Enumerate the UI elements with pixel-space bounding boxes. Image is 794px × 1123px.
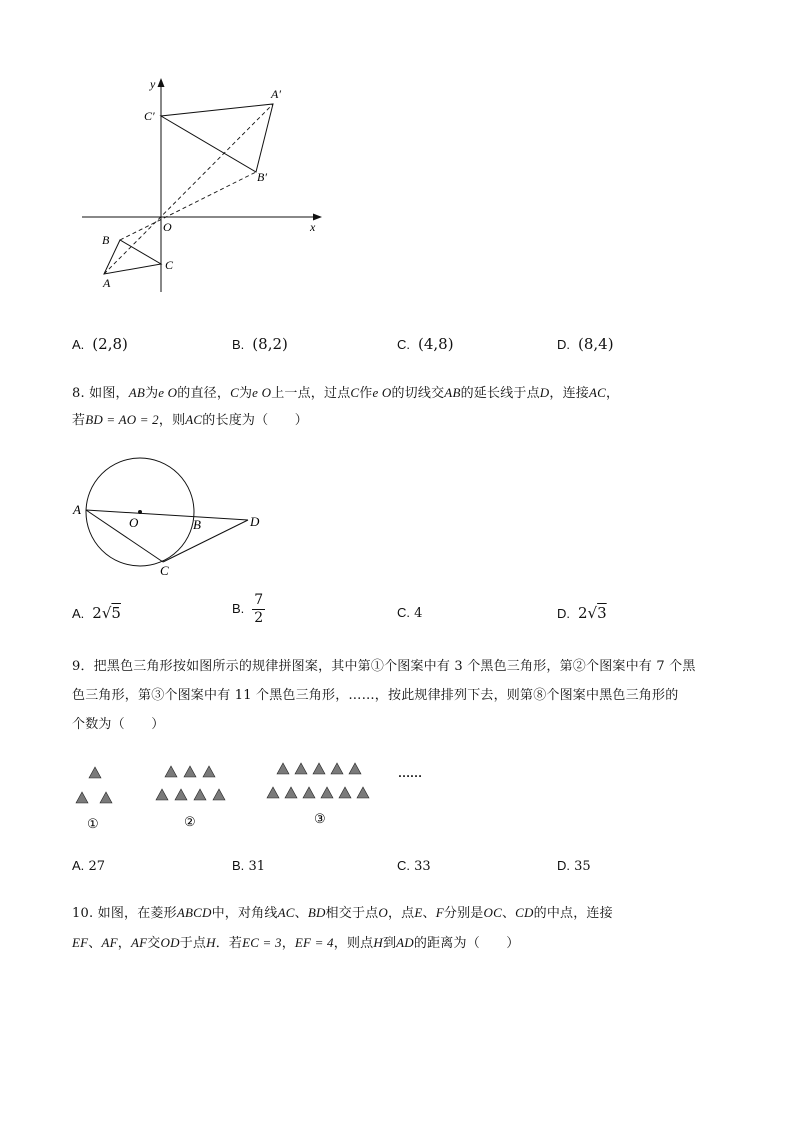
line-a-to-c — [86, 510, 163, 562]
y-axis-label: y — [150, 77, 156, 91]
q7-option-b: B. (8,2) — [232, 335, 288, 353]
label-b: B — [102, 233, 110, 247]
q9-option-d: D. 35 — [557, 858, 591, 874]
label-c-prime: C′ — [144, 109, 155, 123]
tangent-c-to-d — [163, 520, 248, 562]
black-triangle-icon — [277, 763, 289, 774]
black-triangle-icon — [339, 787, 351, 798]
black-triangle-icon — [285, 787, 297, 798]
q8-option-d: D. 2√3 — [557, 604, 607, 622]
black-triangle-icon — [331, 763, 343, 774]
dashed-b-to-b-prime — [120, 172, 256, 240]
label-a: A — [73, 502, 81, 517]
black-triangle-icon — [321, 787, 333, 798]
black-triangle-icon — [203, 766, 215, 777]
q10-line-2: EF、AF，AF交OD于点H．若EC = 3，EF = 4，则点H到AD的距离为（ ） — [72, 935, 520, 951]
black-triangle-icon — [165, 766, 177, 777]
q10-question-text — [72, 898, 732, 958]
q8-option-a: A. 2√5 — [72, 604, 121, 622]
q7-option-d: D. (8,4) — [557, 335, 614, 353]
label-b-prime: B′ — [257, 170, 267, 184]
fraction: $\frac{7}{2}$ — [254, 592, 264, 626]
origin-label: O — [163, 220, 172, 234]
black-triangle-icon — [76, 792, 88, 803]
y-axis-arrow-icon — [158, 78, 165, 87]
ellipsis: …… — [398, 766, 422, 780]
black-triangle-icon — [295, 763, 307, 774]
black-triangle-icon — [303, 787, 315, 798]
black-triangle-icon — [313, 763, 325, 774]
label-a-prime: A′ — [271, 87, 281, 101]
q9-option-c: C. 33 — [397, 858, 431, 874]
triangle-a-prime-b-prime-c-prime — [161, 104, 273, 172]
center-point-o — [138, 510, 142, 514]
label-o: O — [129, 515, 139, 530]
q9-triangle-patterns — [70, 762, 430, 834]
black-triangle-icon — [156, 789, 168, 800]
q7-coordinate-figure — [70, 70, 340, 300]
black-triangle-icon — [349, 763, 361, 774]
q9-option-b: B. 31 — [232, 858, 265, 874]
black-triangle-icon — [184, 766, 196, 777]
q8-option-c: C. 4 — [397, 605, 423, 621]
label-c: C — [160, 563, 169, 578]
q9-line-2: 色三角形，第③个图案中有 11 个黑色三角形，……，按此规律排列下去，则第⑧个图案中黑色三角形的 — [72, 688, 679, 703]
pattern-label-1: ① — [87, 816, 99, 831]
line-a-to-d — [86, 510, 248, 520]
label-b: B — [193, 517, 201, 532]
q9-question-text — [72, 652, 732, 739]
q7-option-c: C. (4,8) — [397, 335, 454, 353]
pattern-label-3: ③ — [314, 811, 326, 826]
label-c: C — [165, 258, 174, 272]
q8-option-b: B. $\frac{7}{2}$ — [232, 592, 264, 626]
x-axis-label: x — [310, 220, 316, 234]
black-triangle-icon — [267, 787, 279, 798]
black-triangle-icon — [175, 789, 187, 800]
triangle-abc — [104, 240, 161, 274]
q9-line-1: 9．把黑色三角形按如图所示的规律拼图案，其中第①个图案中有 3 个黑色三角形，第②个图案中有 7 个黑 — [72, 659, 696, 674]
q9-option-a: A. 27 — [72, 858, 105, 874]
q10-line-1: 10. 如图，在菱形ABCD中，对角线AC、BD相交于点O，点E、F分别是OC、CD的中点，连接 — [72, 905, 613, 921]
label-a: A — [103, 276, 111, 290]
q8-circle-figure — [70, 452, 270, 582]
label-d: D — [250, 514, 260, 529]
dashed-a-to-a-prime — [104, 104, 273, 274]
black-triangle-icon — [100, 792, 112, 803]
q9-line-3: 个数为（ ） — [72, 717, 165, 732]
q8-line-1: 8. 如图，AB为e O的直径，C为e O上一点，过点C作e O的切线交AB的延长线于点D，连接AC， — [72, 385, 620, 401]
q8-question-text — [72, 380, 732, 434]
pattern-label-2: ② — [184, 814, 196, 829]
q7-option-a: A. (2,8) — [72, 335, 128, 353]
black-triangle-icon — [213, 789, 225, 800]
q8-line-2: 若BD = AO = 2，则AC的长度为（ ） — [72, 412, 308, 428]
black-triangle-icon — [89, 767, 101, 778]
black-triangle-icon — [357, 787, 369, 798]
black-triangle-icon — [194, 789, 206, 800]
